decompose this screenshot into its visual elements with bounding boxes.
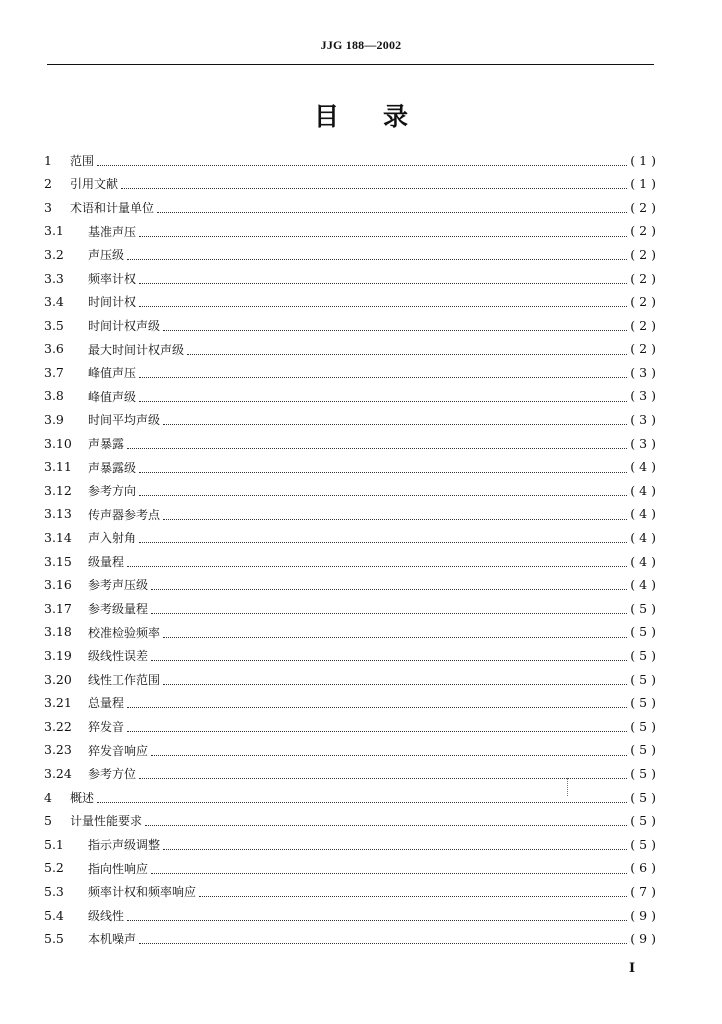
document-code-header: JJG 188—2002 bbox=[320, 38, 402, 52]
toc-leader-dots bbox=[139, 400, 627, 402]
toc-entry-label: 声入射角 bbox=[88, 531, 137, 546]
toc-entry[interactable] bbox=[44, 715, 660, 739]
toc-leader-dots bbox=[139, 282, 627, 284]
toc-entry-label: 峰值声压 bbox=[88, 366, 137, 381]
toc-leader-dots bbox=[127, 447, 627, 449]
toc-entry[interactable] bbox=[44, 550, 660, 574]
toc-entry-page: (4) bbox=[630, 506, 660, 522]
page-title bbox=[0, 97, 722, 133]
toc-entry-page: (1) bbox=[630, 176, 660, 192]
toc-entry-number: 5.1 bbox=[44, 836, 64, 852]
toc-leader-dots bbox=[97, 801, 627, 803]
toc-entry-page: (4) bbox=[630, 530, 660, 546]
toc-entry-label: 校准检验频率 bbox=[88, 625, 161, 640]
toc-entry-label: 猝发音响应 bbox=[88, 743, 149, 758]
toc-entry-page: (5) bbox=[630, 648, 660, 664]
toc-entry-number: 3.10 bbox=[44, 435, 72, 451]
toc-entry[interactable] bbox=[44, 810, 660, 834]
toc-leader-dots bbox=[139, 471, 627, 473]
toc-entry-number: 3.22 bbox=[44, 718, 72, 734]
toc-entry[interactable] bbox=[44, 928, 660, 952]
toc-entry-label: 时间平均声级 bbox=[88, 413, 161, 428]
toc-entry-number: 3.24 bbox=[44, 765, 72, 781]
toc-entry[interactable] bbox=[44, 786, 660, 810]
toc-leader-dots bbox=[163, 848, 627, 850]
toc-entry-page: (5) bbox=[630, 624, 660, 640]
toc-entry-number: 3.23 bbox=[44, 742, 72, 758]
toc-leader-dots bbox=[163, 329, 627, 331]
toc-entry-number: 1 bbox=[44, 152, 52, 168]
toc-entry-page: (3) bbox=[630, 364, 660, 380]
toc-entry-number: 3.12 bbox=[44, 482, 72, 498]
toc-entry-number: 5.4 bbox=[44, 907, 64, 923]
toc-entry[interactable] bbox=[44, 479, 660, 503]
toc-entry[interactable] bbox=[44, 692, 660, 716]
toc-entry-number: 3.3 bbox=[44, 270, 64, 286]
toc-entry-label: 声暴露级 bbox=[88, 460, 137, 475]
toc-entry-number: 5.3 bbox=[44, 883, 64, 899]
toc-leader-dots bbox=[139, 235, 627, 237]
toc-entry-page: (2) bbox=[630, 199, 660, 215]
toc-entry-label: 最大时间计权声级 bbox=[88, 342, 185, 357]
toc-leader-dots bbox=[163, 423, 627, 425]
toc-entry-label: 频率计权和频率响应 bbox=[88, 885, 197, 900]
title-char-2: 录 bbox=[383, 102, 409, 131]
toc-entry-label: 范围 bbox=[70, 153, 95, 168]
toc-entry-number: 3 bbox=[44, 199, 52, 215]
toc-leader-dots bbox=[127, 706, 627, 708]
toc-entry[interactable] bbox=[44, 621, 660, 645]
toc-entry-label: 引用文献 bbox=[70, 177, 119, 192]
toc-entry-page: (4) bbox=[630, 482, 660, 498]
toc-leader-dots bbox=[139, 494, 627, 496]
toc-entry-page: (5) bbox=[630, 836, 660, 852]
toc-entry[interactable] bbox=[44, 220, 660, 244]
toc-entry-page: (9) bbox=[630, 907, 660, 923]
toc-leader-dots bbox=[139, 305, 627, 307]
toc-entry-label: 猝发音 bbox=[88, 720, 125, 735]
toc-entry-page: (4) bbox=[630, 459, 660, 475]
toc-entry-label: 指向性响应 bbox=[88, 861, 149, 876]
toc-entry-page: (3) bbox=[630, 435, 660, 451]
toc-leader-dots bbox=[151, 872, 627, 874]
toc-entry-number: 2 bbox=[44, 176, 52, 192]
toc-entry-page: (5) bbox=[630, 789, 660, 805]
toc-entry-label: 计量性能要求 bbox=[70, 814, 143, 829]
toc-entry-page: (9) bbox=[630, 931, 660, 947]
toc-entry[interactable] bbox=[44, 432, 660, 456]
toc-entry[interactable] bbox=[44, 314, 660, 338]
toc-entry-label: 频率计权 bbox=[88, 271, 137, 286]
toc-entry[interactable] bbox=[44, 739, 660, 763]
toc-entry[interactable] bbox=[44, 456, 660, 480]
toc-entry-page: (6) bbox=[630, 860, 660, 876]
toc-entry[interactable] bbox=[44, 857, 660, 881]
toc-entry-label: 基准声压 bbox=[88, 224, 137, 239]
toc-entry-number: 3.18 bbox=[44, 624, 72, 640]
toc-leader-dots bbox=[139, 777, 627, 779]
toc-leader-dots bbox=[127, 730, 627, 732]
toc-entry[interactable] bbox=[44, 361, 660, 385]
toc-leader-dots bbox=[127, 919, 627, 921]
toc-entry-page: (5) bbox=[630, 813, 660, 829]
toc-entry-page: (4) bbox=[630, 577, 660, 593]
toc-entry-label: 术语和计量单位 bbox=[70, 200, 155, 215]
toc-leader-dots bbox=[139, 541, 627, 543]
toc-entry-label: 级线性误差 bbox=[88, 649, 149, 664]
toc-entry-page: (3) bbox=[630, 412, 660, 428]
toc-entry[interactable] bbox=[44, 880, 660, 904]
toc-entry-label: 传声器参考点 bbox=[88, 507, 161, 522]
toc-entry-page: (2) bbox=[630, 246, 660, 262]
toc-entry-page: (3) bbox=[630, 388, 660, 404]
toc-entry-number: 3.1 bbox=[44, 223, 64, 239]
toc-entry-label: 声暴露 bbox=[88, 436, 125, 451]
toc-entry-number: 3.13 bbox=[44, 506, 72, 522]
toc-entry[interactable] bbox=[44, 503, 660, 527]
toc-entry-number: 4 bbox=[44, 789, 52, 805]
toc-entry-label: 总量程 bbox=[88, 696, 125, 711]
toc-entry-page: (5) bbox=[630, 695, 660, 711]
toc-entry[interactable] bbox=[44, 409, 660, 433]
toc-entry-page: (5) bbox=[630, 718, 660, 734]
toc-entry[interactable] bbox=[44, 267, 660, 291]
toc-leader-dots bbox=[151, 588, 627, 590]
toc-entry[interactable] bbox=[44, 527, 660, 551]
toc-entry-number: 3.5 bbox=[44, 317, 64, 333]
toc-entry-number: 5.5 bbox=[44, 931, 64, 947]
toc-entry-label: 参考方位 bbox=[88, 767, 137, 782]
toc-entry-page: (2) bbox=[630, 294, 660, 310]
toc-entry-label: 参考声压级 bbox=[88, 578, 149, 593]
toc-leader-dots bbox=[121, 187, 627, 189]
toc-leader-dots bbox=[151, 754, 627, 756]
toc-entry-number: 3.17 bbox=[44, 600, 72, 616]
toc-entry-page: (2) bbox=[630, 223, 660, 239]
toc-entry-page: (5) bbox=[630, 600, 660, 616]
toc-leader-dots bbox=[139, 376, 627, 378]
toc-entry[interactable] bbox=[44, 291, 660, 315]
toc-entry-number: 3.20 bbox=[44, 671, 72, 687]
toc-entry-page: (2) bbox=[630, 270, 660, 286]
toc-leader-dots bbox=[187, 353, 627, 355]
toc-entry[interactable] bbox=[44, 149, 660, 173]
toc-entry-number: 3.2 bbox=[44, 246, 64, 262]
toc-entry-number: 5 bbox=[44, 813, 52, 829]
toc-entry[interactable] bbox=[44, 762, 660, 786]
toc-entry[interactable] bbox=[44, 644, 660, 668]
toc-entry-number: 3.16 bbox=[44, 577, 72, 593]
toc-leader-dots bbox=[163, 636, 627, 638]
title-char-1: 目 bbox=[313, 102, 339, 131]
toc-entry-number: 5.2 bbox=[44, 860, 64, 876]
toc-leader-dots bbox=[127, 258, 627, 260]
toc-entry[interactable] bbox=[44, 173, 660, 197]
toc-entry-number: 3.4 bbox=[44, 294, 64, 310]
toc-entry-label: 参考方向 bbox=[88, 484, 137, 499]
toc-entry-label: 本机噪声 bbox=[88, 932, 137, 947]
toc-entry-label: 时间计权声级 bbox=[88, 318, 161, 333]
toc-entry-label: 级线性 bbox=[88, 908, 125, 923]
toc-leader-dots bbox=[151, 612, 627, 614]
toc-leader-dots bbox=[139, 942, 627, 944]
toc-entry-label: 级量程 bbox=[88, 554, 125, 569]
toc-entry[interactable] bbox=[44, 243, 660, 267]
toc-entry-number: 3.9 bbox=[44, 412, 64, 428]
toc-entry[interactable] bbox=[44, 833, 660, 857]
toc-entry-number: 3.11 bbox=[44, 459, 72, 475]
toc-entry-page: (7) bbox=[630, 883, 660, 899]
toc-entry[interactable] bbox=[44, 904, 660, 928]
toc-entry-page: (2) bbox=[630, 341, 660, 357]
toc-entry[interactable] bbox=[44, 385, 660, 409]
toc-entry[interactable] bbox=[44, 668, 660, 692]
toc-entry-label: 声压级 bbox=[88, 248, 125, 263]
toc-entry-page: (1) bbox=[630, 152, 660, 168]
toc-entry-number: 3.6 bbox=[44, 341, 64, 357]
toc-leader-dots bbox=[145, 824, 627, 826]
toc-entry-label: 线性工作范围 bbox=[88, 672, 161, 687]
table-of-contents bbox=[44, 149, 660, 951]
toc-entry-number: 3.7 bbox=[44, 364, 64, 380]
toc-entry[interactable] bbox=[44, 196, 660, 220]
toc-entry-page: (5) bbox=[630, 765, 660, 781]
toc-leader-dots bbox=[151, 659, 627, 661]
toc-entry-page: (4) bbox=[630, 553, 660, 569]
toc-entry-page: (2) bbox=[630, 317, 660, 333]
toc-entry-label: 指示声级调整 bbox=[88, 838, 161, 853]
toc-leader-dots bbox=[157, 211, 627, 213]
toc-entry-label: 时间计权 bbox=[88, 295, 137, 310]
header-rule bbox=[47, 64, 654, 65]
toc-entry-number: 3.19 bbox=[44, 648, 72, 664]
toc-entry-label: 参考级量程 bbox=[88, 602, 149, 617]
toc-entry-number: 3.21 bbox=[44, 695, 72, 711]
toc-entry[interactable] bbox=[44, 597, 660, 621]
toc-leader-dots bbox=[127, 565, 627, 567]
toc-entry-page: (5) bbox=[630, 742, 660, 758]
toc-entry-page: (5) bbox=[630, 671, 660, 687]
scan-artifact bbox=[567, 778, 569, 796]
toc-leader-dots bbox=[199, 895, 627, 897]
toc-leader-dots bbox=[163, 518, 627, 520]
page-number: I bbox=[629, 961, 636, 976]
toc-entry-number: 3.8 bbox=[44, 388, 64, 404]
toc-entry-number: 3.14 bbox=[44, 530, 72, 546]
toc-entry[interactable] bbox=[44, 338, 660, 362]
toc-entry[interactable] bbox=[44, 574, 660, 598]
toc-leader-dots bbox=[163, 683, 627, 685]
toc-entry-label: 概述 bbox=[70, 790, 95, 805]
toc-entry-label: 峰值声级 bbox=[88, 389, 137, 404]
toc-entry-number: 3.15 bbox=[44, 553, 72, 569]
toc-leader-dots bbox=[97, 164, 627, 166]
